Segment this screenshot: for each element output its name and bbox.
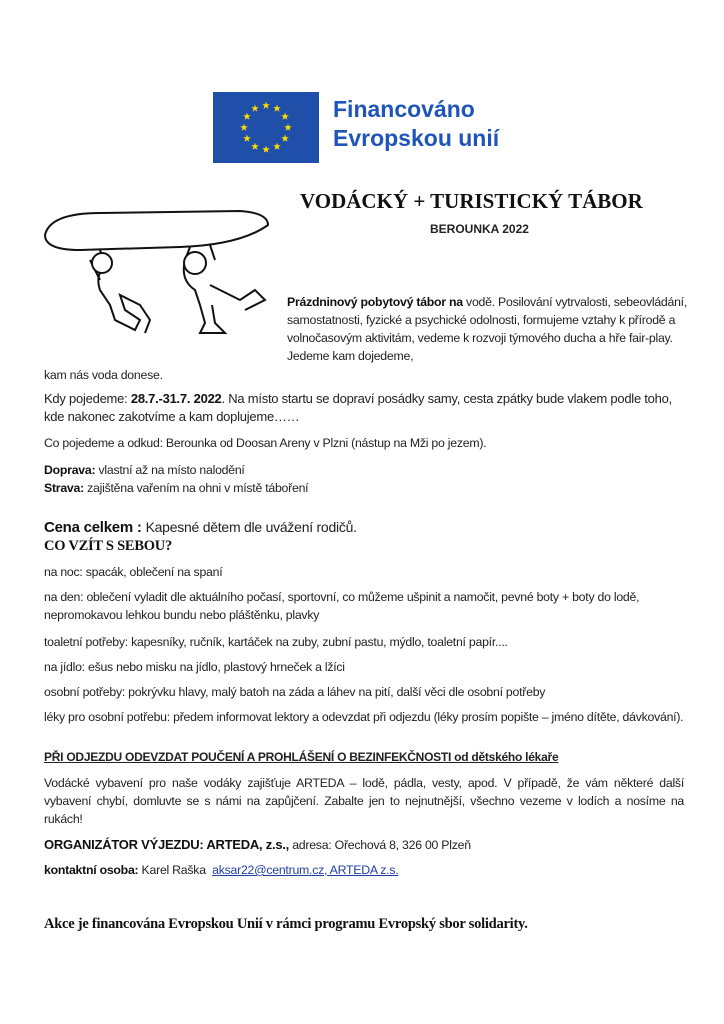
page-title: VODÁCKÝ + TURISTICKÝ TÁBOR <box>300 189 643 213</box>
canoe-carriers-illustration <box>40 205 275 340</box>
bring-item: toaletní potřeby: kapesníky, ručník, kartáček na zuby, zubní pastu, mýdlo, toaletní papír.... <box>44 635 508 649</box>
contact-name: Karel Raška <box>138 863 213 877</box>
intro-bold: Prázdninový pobytový tábor na <box>287 295 463 309</box>
star-icon <box>273 143 281 150</box>
intro-text: vodě. Posilování vytrvalosti, sebeovládání, samostatnosti, fyzické a psychické odolnosti, formujeme vztahy k přírodě a volnočasovým aktivitám, vedeme k rozvoji týmového ducha a hře fair-play. Jedeme kam dojedeme, <box>287 295 688 363</box>
bring-item: na jídlo: ešus nebo misku na jídlo, plastový hrneček a lžíci <box>44 660 345 674</box>
bring-item: léky pro osobní potřebu: předem informovat lektory a odevzdat při odjezdu (léky prosím popište – jméno dítěte, dávkování). <box>44 710 684 724</box>
food-text: zajištěna vařením na ohni v místě táboření <box>83 481 309 495</box>
contact-line <box>44 861 684 879</box>
star-icon <box>281 135 289 142</box>
food-line <box>44 479 684 497</box>
intro-tail: kam nás voda donese. <box>44 368 163 382</box>
where-paragraph <box>44 434 684 452</box>
when-dates: 28.7.-31.7. 2022 <box>130 391 222 406</box>
food-label: Strava: <box>44 481 84 495</box>
contact-label: kontaktní osoba: <box>44 863 139 877</box>
bring-item: osobní potřeby: pokrývku hlavy, malý batoh na záda a láhev na pití, další věci dle osobní potřeby <box>44 685 546 699</box>
footer-funding-note: Akce je financována Evropskou Unií v rámci programu Evropský sbor solidarity. <box>44 916 528 932</box>
where-label: Co pojedeme a odkud <box>44 436 160 450</box>
organizer-address: adresa: Ořechová 8, 326 00 Plzeň <box>289 838 471 852</box>
transport-line <box>44 461 684 479</box>
star-icon <box>262 146 270 153</box>
equipment-paragraph: Vodácké vybavení pro naše vodáky zajišťuje ARTEDA – lodě, pádla, vesty, apod. V případě, že vám některé další vybavení chybí, domluvte se s námi na zapůjčení. Zabalte jen to nejnutnější, všechno vezeme v lodích a nosíme na rukách! <box>44 776 684 826</box>
transport-label: Doprava: <box>44 463 96 477</box>
star-icon <box>284 124 292 131</box>
price-text: Kapesné dětem dle uvážení rodičů. <box>145 519 357 535</box>
when-label: Kdy pojedeme: <box>44 391 131 406</box>
logo-line-1: Financováno <box>333 96 475 122</box>
bring-item: na noc: spacák, oblečení na spaní <box>44 565 223 579</box>
price-label: Cena celkem : <box>44 519 146 536</box>
when-text: . Na místo startu se dopraví posádky samy, cesta zpátky bude vlakem podle toho, kde nakonec zakotvíme a kam doplujeme…… <box>44 391 672 424</box>
price-line <box>44 518 684 537</box>
health-notice: PŘI ODJEZDU ODEVZDAT POUČENÍ A PROHLÁŠENÍ O BEZINFEKČNOSTI od dětského lékaře <box>44 750 559 764</box>
eu-flag-logo <box>213 92 319 163</box>
logo-line-2: Evropskou unií <box>333 125 500 151</box>
page-subtitle: BEROUNKA 2022 <box>430 222 529 236</box>
star-icon <box>251 143 259 150</box>
organizer-label: ORGANIZÁTOR VÝJEZDU: ARTEDA, z.s., <box>44 837 290 852</box>
where-text: : Berounka od Doosan Areny v Plzni (nástup na Mži po jezem). <box>159 436 487 450</box>
eu-stars-icon <box>213 92 319 163</box>
star-icon <box>281 113 289 120</box>
star-icon <box>262 102 270 109</box>
star-icon <box>273 104 281 111</box>
star-icon <box>243 113 251 120</box>
transport-text: vlastní až na místo nalodění <box>95 463 245 477</box>
star-icon <box>243 135 251 142</box>
star-icon <box>240 124 248 131</box>
bring-heading: CO VZÍT S SEBOU? <box>44 538 173 554</box>
eu-funding-logo-text <box>333 95 499 153</box>
contact-email-link[interactable]: aksar22@centrum.cz, ARTEDA z.s. <box>212 863 399 877</box>
when-paragraph <box>44 390 694 426</box>
organizer-line <box>44 836 684 854</box>
star-icon <box>251 104 259 111</box>
bring-item: na den: oblečení vyladit dle aktuálního počasí, sportovní, co můžeme ušpinit a namočit, pevné boty + boty do lodě, nepromokavou lehkou bundu nebo pláštěnku, plavky <box>44 590 640 622</box>
intro-paragraph <box>287 293 687 365</box>
